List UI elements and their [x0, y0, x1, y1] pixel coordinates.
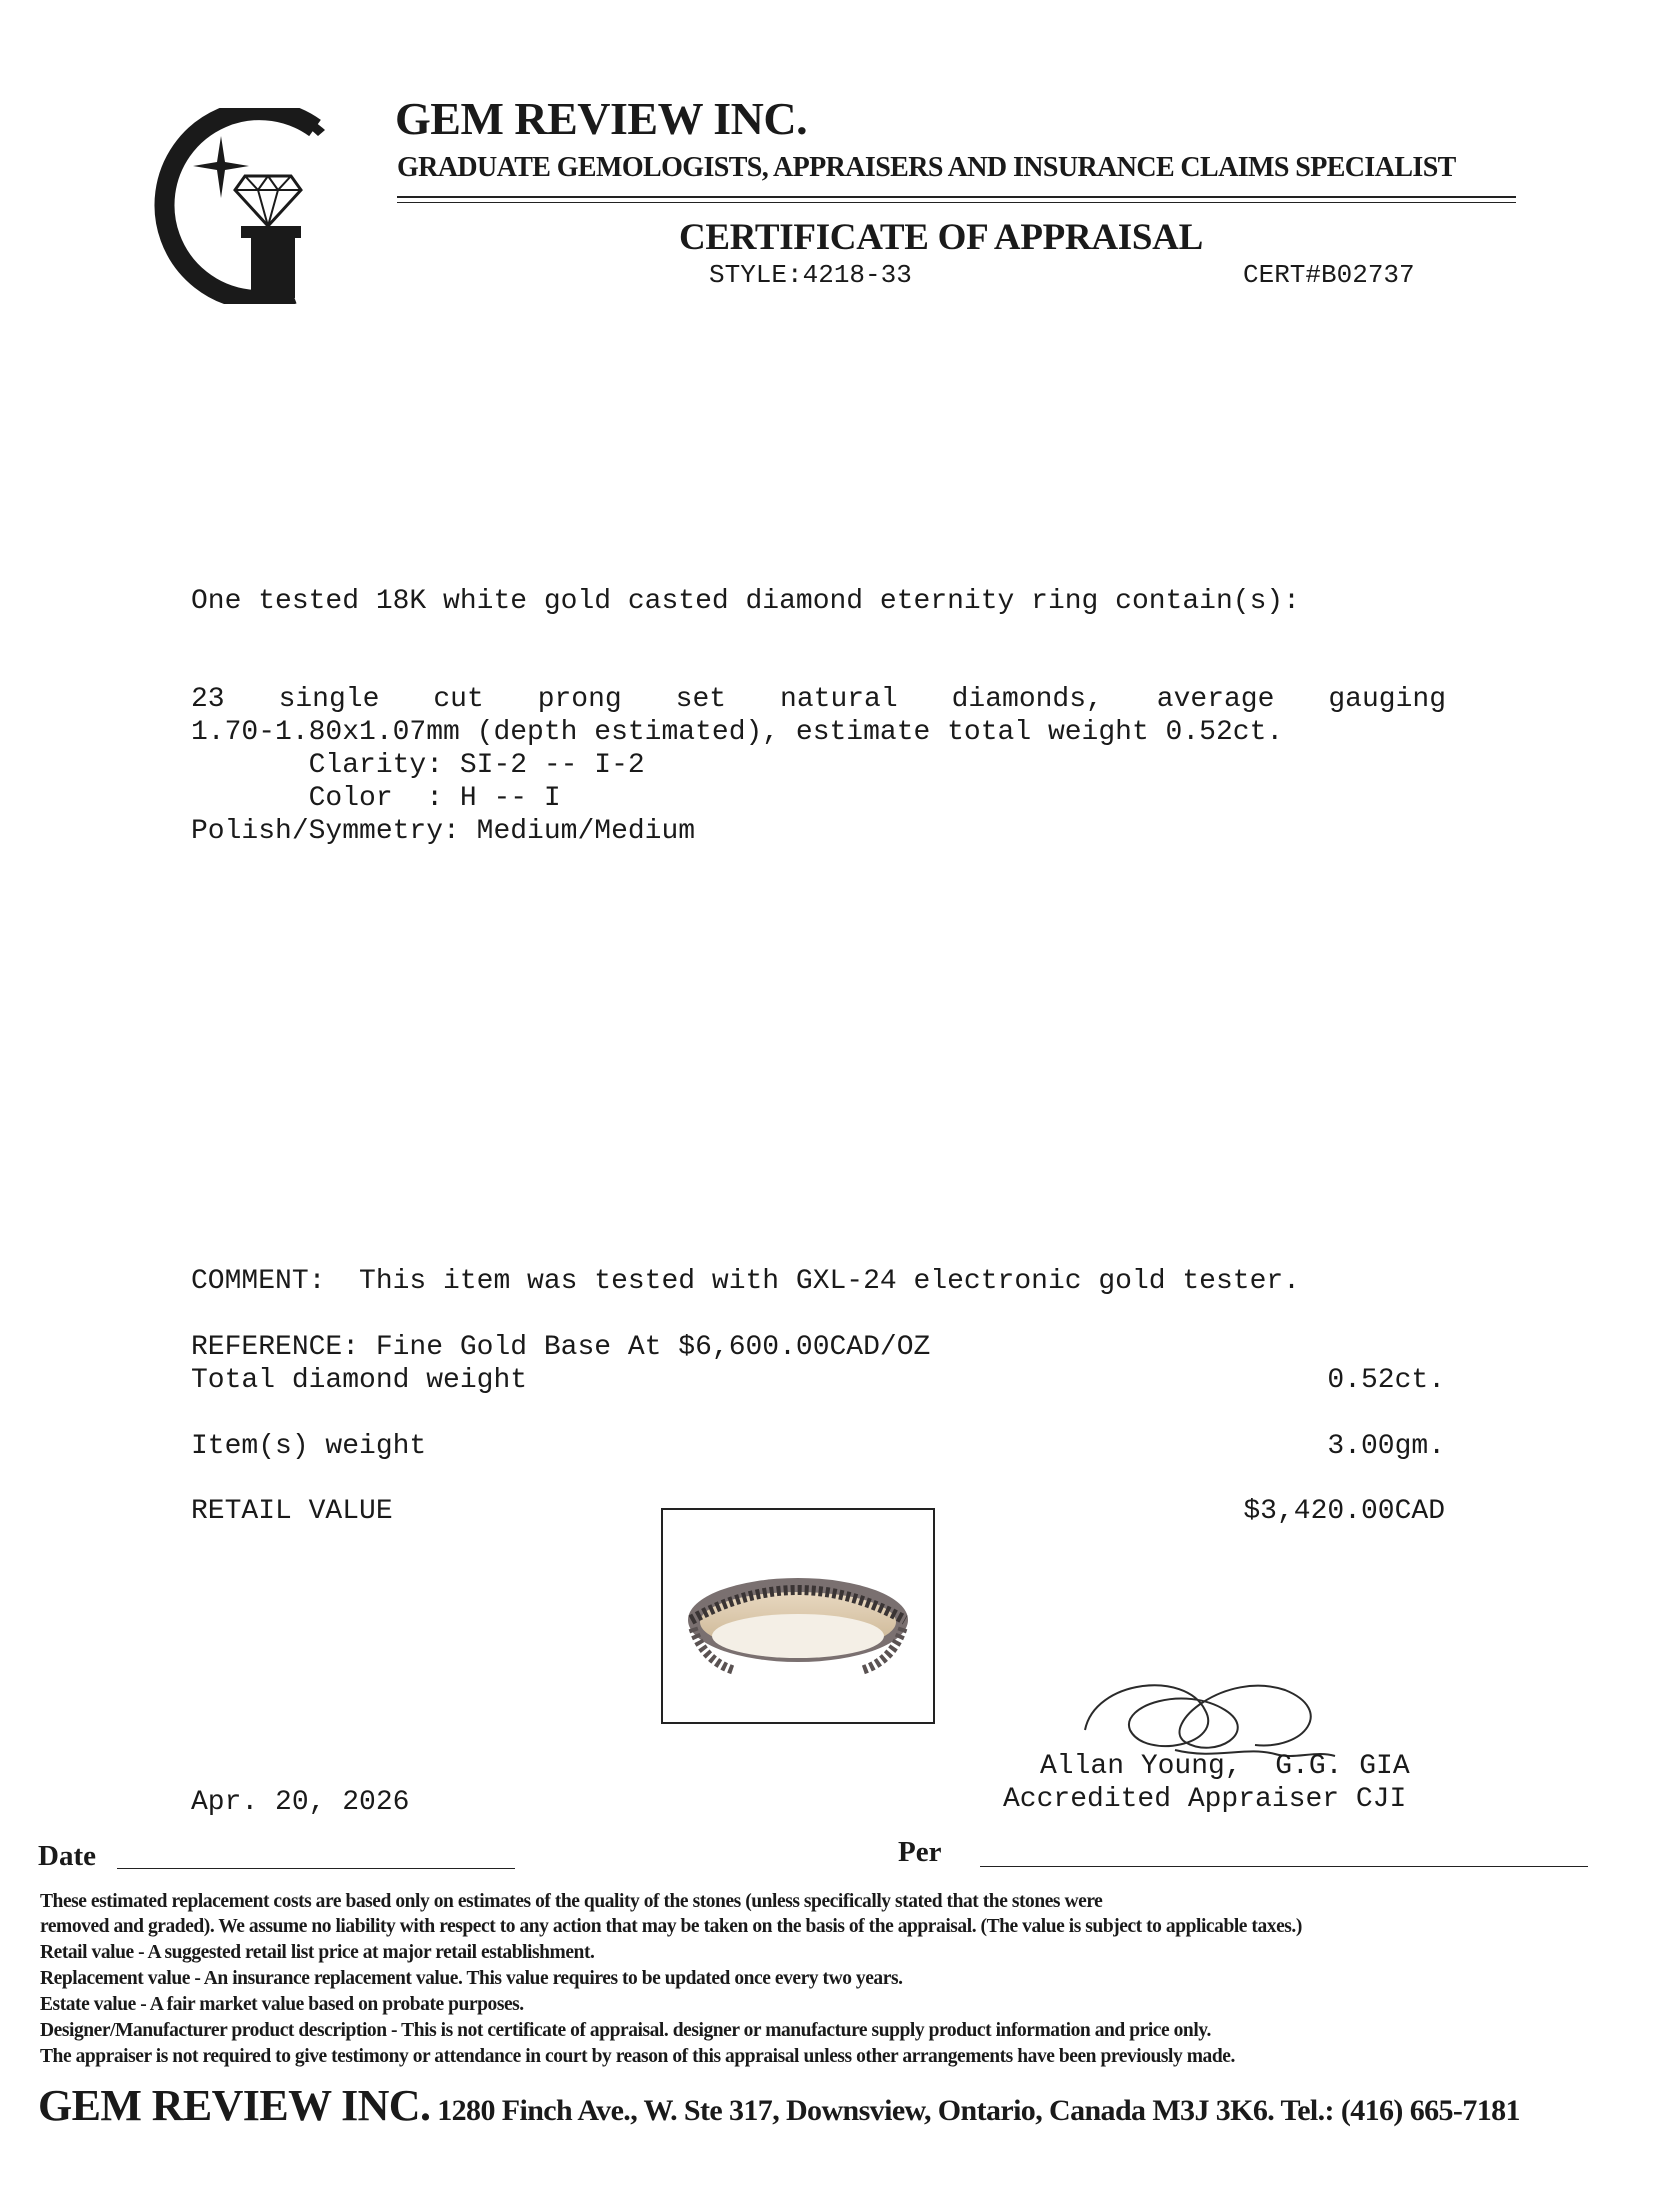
per-label: Per — [898, 1836, 942, 1868]
retail-value-label: RETAIL VALUE — [191, 1496, 393, 1527]
cert-number: CERT#B02737 — [1243, 260, 1415, 290]
disclaimer-line: Designer/Manufacturer product description - This is not certificate of appraisal. designer or manufacture supply product information and price only. — [40, 2020, 1211, 2041]
diamond-description-line: 23 single cut prong set natural diamonds, average gauging — [191, 684, 1446, 715]
diamond-weight-label: Total diamond weight — [191, 1365, 528, 1396]
disclaimer-line: These estimated replacement costs are based only on estimates of the quality of the stones (unless specifically stated that the stones were — [40, 1891, 1103, 1912]
comment: COMMENT: This item was tested with GXL-24 electronic gold tester. — [191, 1266, 1300, 1297]
clarity-grade: Clarity: SI-2 -- I-2 — [191, 750, 645, 781]
disclaimer-line: removed and graded). We assume no liability with respect to any action that may be taken on the basis of the appraisal. (The value is subject to applicable taxes.) — [40, 1916, 1302, 1937]
item-weight-label: Item(s) weight — [191, 1431, 427, 1462]
footer-company: GEM REVIEW INC. — [38, 2081, 431, 2130]
retail-value-amount: $3,420.00CAD — [1243, 1496, 1445, 1527]
disclaimer-line: Retail value - A suggested retail list price at major retail establishment. — [40, 1942, 595, 1963]
header-rule — [397, 202, 1516, 203]
disclaimer-line: The appraiser is not required to give testimony or attendance in court by reason of this appraisal unless other arrangements have been previously made. — [40, 2046, 1235, 2067]
disclaimer-line: Replacement value - An insurance replacement value. This value requires to be updated once every two years. — [40, 1968, 903, 1989]
per-field-line — [980, 1866, 1588, 1867]
appraiser-accreditation: Accredited Appraiser CJI — [1003, 1784, 1407, 1815]
diamond-weight-value: 0.52ct. — [1327, 1365, 1445, 1396]
company-title: GEM REVIEW INC. — [395, 93, 808, 144]
ring-photo — [661, 1508, 935, 1724]
gem-logo-icon — [143, 108, 329, 304]
header-rule — [397, 196, 1516, 198]
date-label: Date — [38, 1840, 96, 1872]
polish-symmetry: Polish/Symmetry: Medium/Medium — [191, 816, 696, 847]
footer — [38, 2080, 1520, 2131]
item-intro: One tested 18K white gold casted diamond eternity ring contain(s): — [191, 586, 1300, 617]
footer-address: 1280 Finch Ave., W. Ste 317, Downsview, Ontario, Canada M3J 3K6. Tel.: (416) 665-7181 — [430, 2094, 1520, 2127]
color-grade: Color : H -- I — [191, 783, 561, 814]
disclaimer-line: Estate value - A fair market value based on probate purposes. — [40, 1994, 524, 2015]
certificate-title: CERTIFICATE OF APPRAISAL — [679, 217, 1203, 258]
appraiser-name: Allan Young, G.G. GIA — [1040, 1751, 1410, 1782]
company-subtitle: GRADUATE GEMOLOGISTS, APPRAISERS AND INSURANCE CLAIMS SPECIALIST — [397, 152, 1456, 183]
item-weight-value: 3.00gm. — [1327, 1431, 1445, 1462]
appraisal-date: Apr. 20, 2026 — [191, 1787, 410, 1818]
date-field-line — [117, 1868, 515, 1869]
diamond-description-line: 1.70-1.80x1.07mm (depth estimated), estimate total weight 0.52ct. — [191, 717, 1284, 748]
reference: REFERENCE: Fine Gold Base At $6,600.00CAD/OZ — [191, 1332, 931, 1363]
style-number: STYLE:4218-33 — [709, 260, 912, 290]
